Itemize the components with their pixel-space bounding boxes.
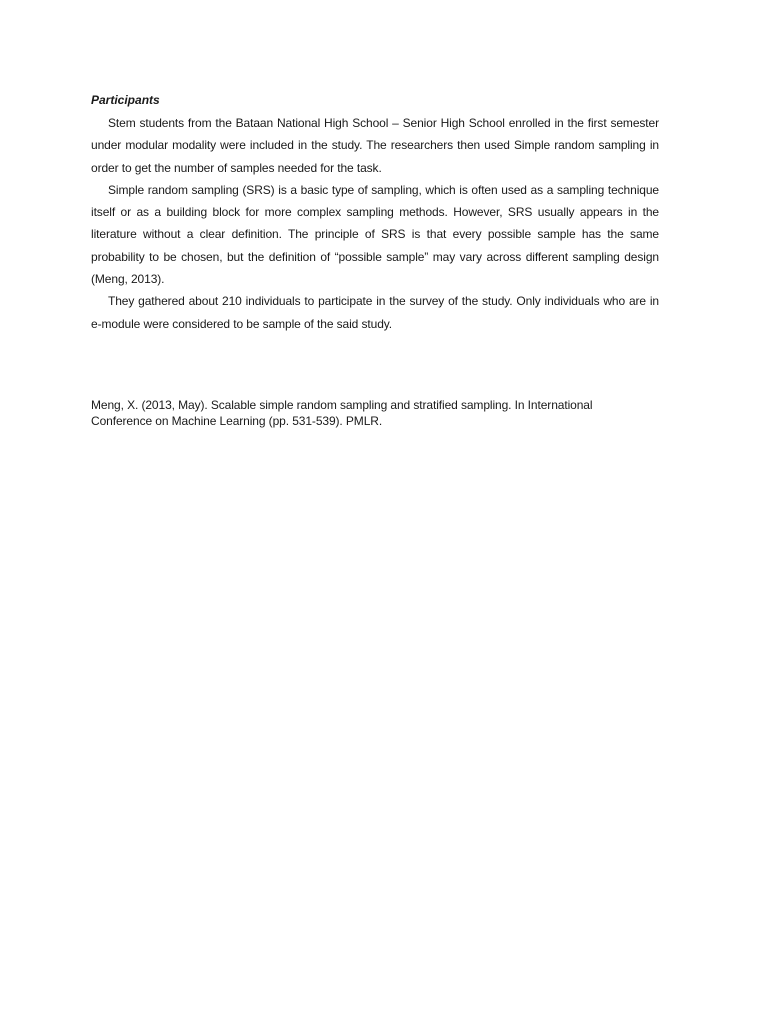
reference-entry: Meng, X. (2013, May). Scalable simple random sampling and stratified sampling. In International Conference on Machine Learning (pp. 531-539). PMLR.	[91, 398, 593, 428]
section-body	[91, 112, 659, 335]
section-heading: Participants	[91, 93, 160, 107]
paragraph-srs-definition: Simple random sampling (SRS) is a basic type of sampling, which is often used as a sampling technique itself or as a building block for more complex sampling methods. However, SRS usually appears in the literature without a clear definition. The principle of SRS is that every possible sample has the same probability to be chosen, but the definition of “possible sample” may vary across different sampling design (Meng, 2013).	[91, 182, 659, 287]
paragraph-participants: Stem students from the Bataan National High School – Senior High School enrolled in the first semester under modular modality were included in the study. The researchers then used Simple random sampling in order to get the number of samples needed for the task.	[91, 116, 659, 175]
paragraph-sample-size: They gathered about 210 individuals to participate in the survey of the study. Only individuals who are in e-module were considered to be sample of the said study.	[91, 294, 659, 331]
